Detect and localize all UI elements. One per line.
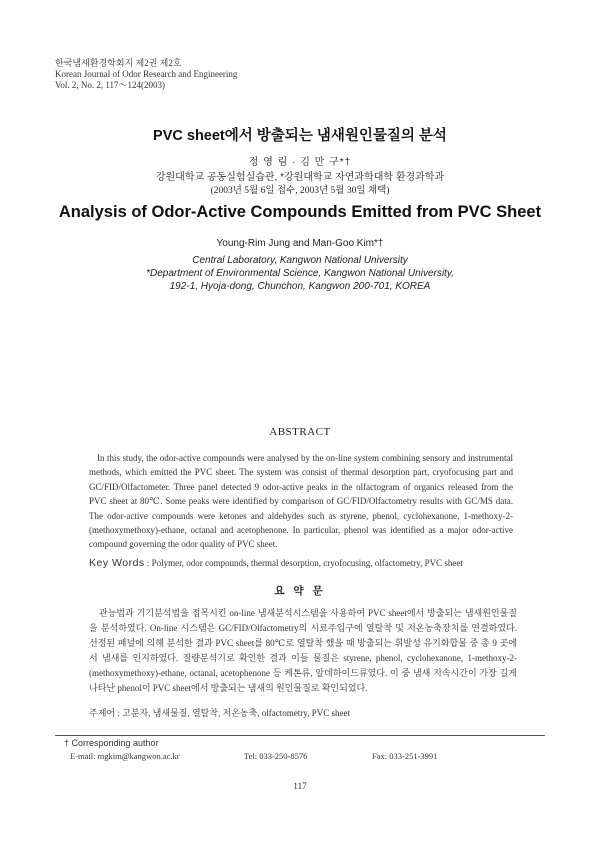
journal-name-en: Korean Journal of Odor Research and Engineering	[55, 69, 238, 79]
title-korean: PVC sheet에서 방출되는 냄새원인물질의 분석	[153, 128, 447, 144]
abstract-heading: ABSTRACT	[269, 426, 331, 438]
affiliation-line-1: Central Laboratory, Kangwon National University	[192, 255, 408, 266]
keywords-text: : Polymer, odor compounds, thermal desorption, cryofocusing, olfactometry, PVC sheet	[146, 558, 463, 568]
authors-korean: 정 영 림 · 김 만 구*†	[248, 157, 352, 168]
summary-korean-body	[89, 606, 517, 696]
journal-volume: Vol. 2, No. 2, 117～124(2003)	[55, 80, 165, 90]
affiliation-line-3: 192-1, Hyoja-dong, Chunchon, Kangwon 200-701, KOREA	[169, 281, 431, 292]
affiliation-korean: 강원대학교 공동실험실습관, *강원대학교 자연과학대학 환경과학과	[155, 172, 445, 183]
page-number: 117	[293, 781, 307, 791]
corresponding-author-label: † Corresponding author	[64, 738, 159, 748]
authors-english: Young-Rim Jung and Man-Goo Kim*†	[216, 238, 384, 249]
summary-korean-text: 관능법과 기기분석법을 접목시킨 on-line 냄새분석시스템을 사용하여 PVC sheet에서 방출되는 냄새원인물질을 분석하였다. On-line 시스템은 GC/FID/Olfactometry의 시료주입구에 열탈착 및 저온농축장치를 연결하였다. 선정된 패널에 의해 분석한 결과 PVC sheet를 80℃로 열탈착 했을 때 방출되는 휘발성 유기화합물 중 총 9 곳에서 냄새를 인지하였다. 질량분석기로 확인한 결과 이들 물질은 styrene, phenol, cyclohexanone, 1-methoxy-2-(methoxymethoxy)-ethane, octanal, acetophenone 등 케톤류, 알데하이드류였다. 이 중 냄새 지속시간이 가장 길게 나타난 phenol이 PVC sheet에서 방출되는 냄새의 원인물질로 확인되었다.	[89, 608, 517, 693]
abstract-body	[89, 451, 513, 552]
keywords	[89, 557, 529, 569]
received-accepted-dates: (2003년 5월 6일 접수, 2003년 5월 30일 채택)	[210, 186, 390, 196]
contact-fax: Fax: 033-251-3991	[372, 751, 438, 761]
journal-header	[55, 58, 237, 91]
footnote-divider	[55, 735, 545, 736]
title-english: Analysis of Odor-Active Compounds Emitted from PVC Sheet	[58, 203, 542, 221]
contact-tel: Tel: 033-250-8576	[244, 751, 308, 761]
keywords-label: Key Words	[89, 557, 145, 569]
affiliation-line-2: *Department of Environmental Science, Kangwon National University,	[146, 268, 454, 279]
affiliation-english	[0, 254, 600, 293]
summary-korean-heading: 요 약 문	[274, 585, 326, 597]
abstract-text: In this study, the odor-active compounds were analysed by the on-line system combining sensory and instrumental methods, which emitted the PVC sheet. The system was consist of thermal desorption part, cryofocusing part and GC/FID/Olfactometer. Three panel detected 9 odor-active peaks in the olfactogram of organics released from the PVC sheet at 80℃. Some peaks were identified by comparison of GC/FID/Olfactometry results with GC/MS data. The odor-active compounds were ketones and aldehydes such as styrene, phenol, cyclohexanone, 1-methoxy-2-(methoxymethoxy)-ethane, octanal and acetophenone. In particular, phenol was identified as a major odor-active compound governing the odor quality of PVC sheet.	[89, 453, 513, 550]
contact-email: E-mail: mgkim@kangwon.ac.kr	[70, 751, 180, 761]
keywords-korean: 주제어 : 고분자, 냄새물질, 열탈착, 저온농축, olfactometry, PVC sheet	[89, 708, 350, 718]
journal-name-ko: 한국냄새환경학회지 제2권 제2호	[55, 58, 182, 68]
